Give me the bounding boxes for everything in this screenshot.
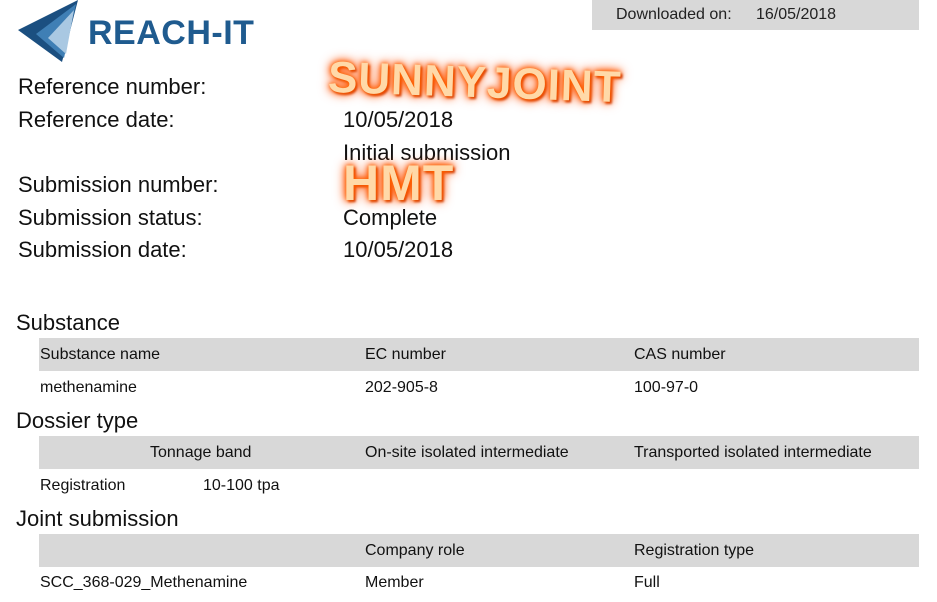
dossier-table-row bbox=[39, 469, 919, 499]
submission-date-value: 10/05/2018 bbox=[343, 237, 454, 262]
joint-name-cell: SCC_368-029_Methenamine bbox=[40, 574, 248, 591]
submission-status-value: Complete bbox=[343, 205, 438, 230]
tonnage-band-header: Tonnage band bbox=[150, 444, 252, 461]
joint-section-title: Joint submission bbox=[16, 506, 179, 531]
reach-it-logo bbox=[16, 0, 276, 64]
logo-text: REACH-IT bbox=[88, 14, 255, 52]
joint-table-header bbox=[39, 534, 919, 567]
ec-number-header: EC number bbox=[365, 346, 446, 363]
substance-name-header: Substance name bbox=[40, 346, 161, 363]
submission-number-label: Submission number: bbox=[18, 172, 219, 197]
tonnage-band-cell: 10-100 tpa bbox=[203, 477, 280, 494]
watermark-sunnyjoint: SUNNYJOINT bbox=[327, 52, 623, 113]
watermark-hmt: HMT bbox=[343, 155, 455, 211]
substance-section-title: Substance bbox=[16, 310, 120, 335]
substance-name-cell: methenamine bbox=[40, 379, 137, 396]
submission-status-label: Submission status: bbox=[18, 205, 203, 230]
registration-type-header: Registration type bbox=[634, 542, 755, 559]
reference-date-label: Reference date: bbox=[18, 107, 175, 132]
reach-it-logo-icon bbox=[16, 0, 86, 64]
cas-number-cell: 100-97-0 bbox=[634, 379, 699, 396]
transported-intermediate-header: Transported isolated intermediate bbox=[634, 444, 872, 461]
submission-type-value: Initial submission bbox=[343, 140, 511, 165]
reference-date-value: 10/05/2018 bbox=[343, 107, 454, 132]
downloaded-value: 16/05/2018 bbox=[756, 6, 837, 23]
reference-number-label: Reference number: bbox=[18, 74, 207, 99]
dossier-table-header bbox=[39, 436, 919, 469]
substance-table-header bbox=[39, 338, 919, 371]
dossier-section-title: Dossier type bbox=[16, 408, 139, 433]
dossier-type-cell: Registration bbox=[40, 477, 126, 494]
downloaded-label: Downloaded on: bbox=[616, 6, 732, 23]
submission-date-label: Submission date: bbox=[18, 237, 187, 262]
ec-number-cell: 202-905-8 bbox=[365, 379, 438, 396]
download-info bbox=[592, 0, 919, 30]
cas-number-header: CAS number bbox=[634, 346, 726, 363]
onsite-intermediate-header: On-site isolated intermediate bbox=[365, 444, 569, 461]
company-role-cell: Member bbox=[365, 574, 424, 591]
registration-type-cell: Full bbox=[634, 574, 660, 591]
company-role-header: Company role bbox=[365, 542, 465, 559]
substance-table-row bbox=[39, 371, 919, 401]
joint-table-row bbox=[39, 566, 919, 596]
